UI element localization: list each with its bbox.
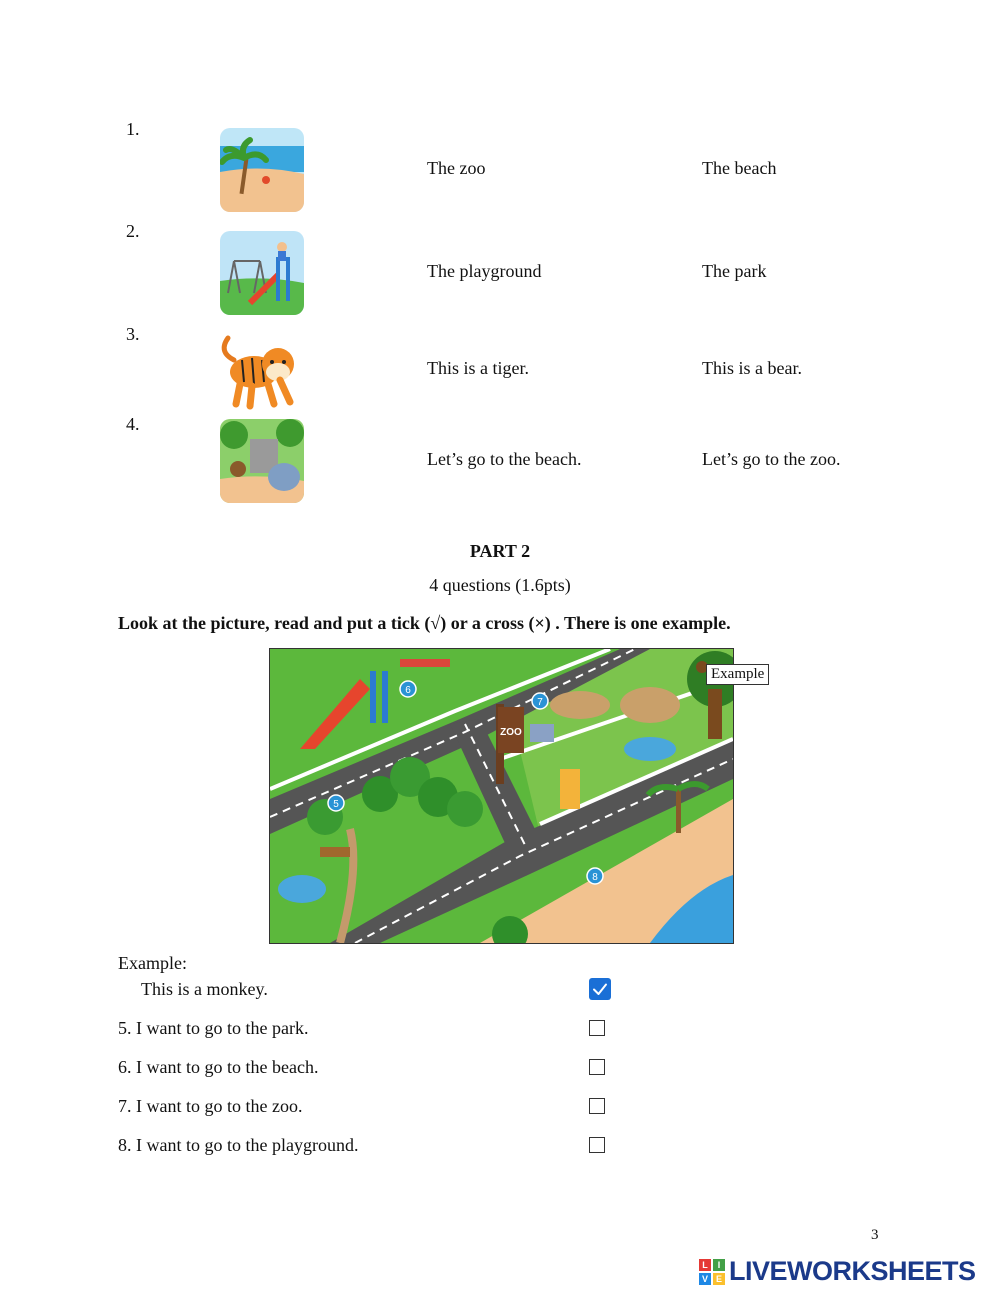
- svg-text:6: 6: [405, 685, 411, 696]
- question-number: 4.: [126, 414, 140, 434]
- question-text: I want to go to the playground.: [136, 1135, 359, 1155]
- marker-7: [532, 693, 548, 709]
- question-number: 6.: [118, 1057, 132, 1077]
- logo-squares-icon: L I V E: [699, 1259, 725, 1285]
- question-5: [118, 1018, 308, 1039]
- playground-icon: [220, 231, 304, 315]
- option-a[interactable]: This is a tiger.: [427, 358, 529, 378]
- option-b[interactable]: Let’s go to the zoo.: [702, 449, 841, 469]
- beach-icon: [220, 128, 304, 212]
- example-text: This is a monkey.: [141, 979, 268, 999]
- tiger-icon: [218, 330, 310, 410]
- question-text: I want to go to the park.: [136, 1018, 309, 1038]
- option-a[interactable]: The playground: [427, 261, 542, 281]
- question-number: 5.: [118, 1018, 132, 1038]
- question-6: [118, 1057, 318, 1078]
- question-8: [118, 1135, 358, 1156]
- example-checkbox[interactable]: [589, 978, 611, 1000]
- checkbox-5[interactable]: [589, 1020, 605, 1036]
- question-text: I want to go to the beach.: [136, 1057, 319, 1077]
- question-number: 3.: [126, 324, 140, 344]
- svg-text:7: 7: [537, 697, 543, 708]
- checkbox-6[interactable]: [589, 1059, 605, 1075]
- question-number: 7.: [118, 1096, 132, 1116]
- option-a[interactable]: The zoo: [427, 158, 486, 178]
- svg-text:8: 8: [592, 872, 598, 883]
- brand-name: LIVEWORKSHEETS: [729, 1256, 976, 1286]
- checkbox-8[interactable]: [589, 1137, 605, 1153]
- map-picture: [269, 648, 734, 944]
- question-text: I want to go to the zoo.: [136, 1096, 303, 1116]
- question-7: [118, 1096, 302, 1117]
- question-number: 8.: [118, 1135, 132, 1155]
- marker-8: [587, 868, 603, 884]
- checkbox-7[interactable]: [589, 1098, 605, 1114]
- brand-logo[interactable]: [699, 1256, 976, 1287]
- instruction: Look at the picture, read and put a tick (√) or a cross (×) . There is one example.: [118, 613, 731, 633]
- check-icon: [589, 978, 611, 1000]
- example-label: Example: [706, 664, 769, 685]
- part-subtitle: 4 questions (1.6pts): [429, 575, 571, 595]
- option-b[interactable]: The beach: [702, 158, 777, 178]
- option-b[interactable]: The park: [702, 261, 767, 281]
- marker-6: [400, 681, 416, 697]
- zoo-icon: [220, 419, 304, 503]
- part-title: PART 2: [469, 541, 531, 561]
- option-b[interactable]: This is a bear.: [702, 358, 802, 378]
- marker-5: [328, 795, 344, 811]
- question-number: 1.: [126, 119, 140, 139]
- example-heading: Example:: [118, 953, 187, 973]
- option-a[interactable]: Let’s go to the beach.: [427, 449, 582, 469]
- svg-text:5: 5: [333, 799, 339, 810]
- zoo-sign-text: ZOO: [500, 727, 522, 738]
- question-number: 2.: [126, 221, 140, 241]
- page-number: 3: [871, 1227, 879, 1243]
